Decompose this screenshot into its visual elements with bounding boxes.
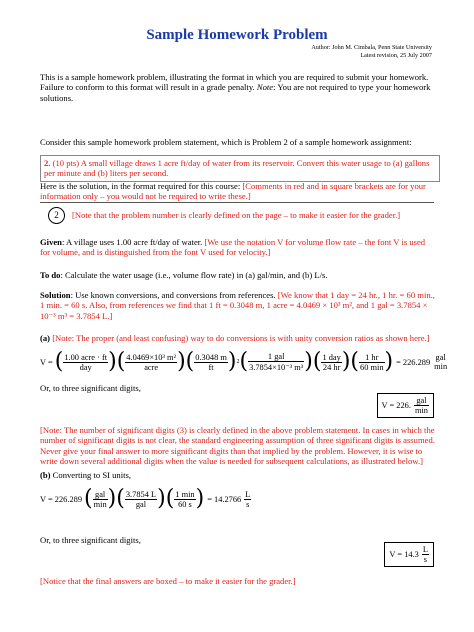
equation-a: V = ( $\frac{\text{1.00 acre · ft}}{\text{day}}$ ) ( $\frac{\text{4.0469×10³ m²}}{\text{acre}}$ ) ( $\frac{0.3048 m}{ft}$ ) 2 ( $\frac{\text{1 gal}}{\text{3.7854×10⁻³ m³}}$ ) ( $\frac{\text{1 day}}{24 hr}$ ) ( $\frac{1 hr}{60 \min}$ ) = 226.289 gal min [40, 349, 448, 374]
note-problem-number: [Note that the problem number is clearly defined on the page – to make it easier for the grader.] [72, 210, 401, 220]
solution-paragraph: Solution: Use known conversions, and conversions from references. [We know that 1 day = 24 hr., 1 hr. = 60 min., 1 min. = 60 s. Also, from references we find that 1 ft = 0.3048 m, 1 acre = 4.0469 × 10³ m², and 1 gal = 3.7854 × 10⁻³ m³ = 3.7854 L.] [40, 290, 435, 321]
intro-consider: Consider this sample homework problem statement, which is Problem 2 of a sample homework assignment: [40, 137, 412, 147]
todo-label: To do [40, 270, 61, 280]
solution-label: Solution [40, 290, 71, 300]
note-significant-digits: [Note: The number of significant digits (3) is clearly defined in the above problem statement. In cases in which the number of significant digits is not clear, the standard engineering assumption of three significant digits is assumed. Never give your final answer to more significant digits than that implied by the problem. However, it is wise to write down several additional digits when the value is needed for subsequent calculations, as illustrated below.] [40, 425, 435, 467]
sig-digits-text-a: Or, to three significant digits, [40, 383, 141, 393]
problem-number-circle: 2 [48, 207, 65, 224]
part-a-intro: (a) [Note: The proper (and least confusing) way to do conversions is with unity conversion ratios as shown here.] [40, 333, 430, 343]
part-b-label: (b) [40, 470, 51, 480]
eq-a-result: = 226.289 [396, 357, 431, 367]
sig-digits-text-b: Or, to three significant digits, [40, 535, 141, 545]
problem-statement-box [40, 155, 440, 182]
revision-line: Latest revision, 25 July 2007 [360, 51, 432, 59]
problem-text: (10 pts) A small village draws 1 acre ft/day of water from its reservoir. Convert this water usage to (a) gallons per minute and (b) liters per second. [44, 158, 430, 179]
eq-a-lhs: V = [40, 357, 53, 367]
page-title: Sample Homework Problem [146, 27, 328, 43]
answer-box-a: V = 226. $\frac{\text{gal}}{\min}$ [377, 393, 435, 418]
note-label: Note [256, 82, 274, 93]
intro-paragraph: This is a sample homework problem, illustrating the format in which you are required to submit your homework. Failure to conform to this format will result in a grade penalty. Note: You are not required to type your homework solutions. [40, 72, 431, 103]
part-a-label: (a) [40, 333, 51, 343]
author-line: Author: John M. Cimbala, Penn State University [311, 44, 432, 51]
note-boxed-answers: [Notice that the final answers are boxed – to make it easier for the grader.] [40, 576, 296, 586]
todo-paragraph: To do: Calculate the water usage (i.e., volume flow rate) in (a) gal/min, and (b) L/s. [40, 270, 328, 280]
equation-b: V = 226.289 ( $\frac{\text{gal}}{\min}$ ) ( $\frac{3.7854 L}{\text{gal}}$ ) ( $\frac{1 \min}{60 s}$ ) = 14.2766 $\frac{L}{s}$ [40, 486, 251, 511]
part-b-intro: (b) Converting to SI units, [40, 470, 131, 480]
given-label: Given [40, 237, 62, 247]
answer-box-b: V = 14.3 $\frac{L}{s}$ [384, 542, 434, 567]
solution-intro: Here is the solution, in the format required for this course: [Comments in red and in square brackets are for your information only – you would not be required to write these.] [40, 181, 426, 202]
divider [40, 202, 434, 203]
problem-number: 2. [44, 158, 51, 168]
author-info [311, 44, 432, 59]
given-paragraph: Given: A village uses 1.00 acre ft/day of water. [We use the notation V for volume flow rate – the font V is used for volume, and is distinguished from the font V used for velocity.] [40, 237, 426, 258]
